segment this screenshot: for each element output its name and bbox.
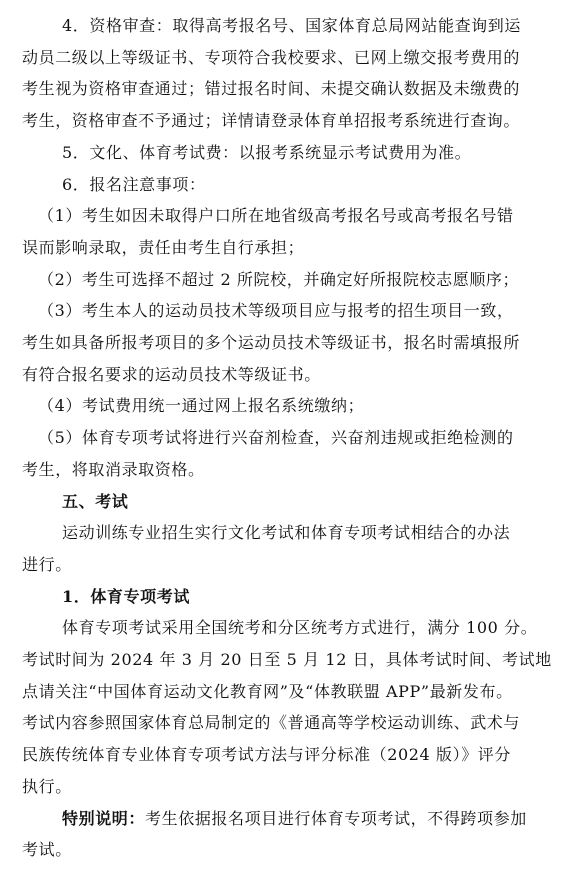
text-line: 1．体育专项考试	[62, 586, 190, 606]
text-line: 考生，将取消录取资格。	[22, 459, 205, 479]
text-line: 考试时间为 2024 年 3 月 20 日至 5 月 12 日，具体考试时间、考试地	[22, 650, 552, 669]
text-line: （5）体育专项考试将进行兴奋剂检查，兴奋剂违规或拒绝检测的	[38, 428, 514, 448]
emphasis-label: 特别说明：	[62, 808, 146, 828]
text-line: 民族传统体育专业体育专项考试方法与评分标准（2024 版）》评分	[22, 745, 512, 765]
text-line: （2）考生可选择不超过 2 所院校，并确定好所报院校志愿顺序；	[38, 269, 520, 289]
text-line: 6．报名注意事项：	[62, 174, 206, 194]
text-line: 有符合报名要求的运动员技术等级证书。	[22, 364, 321, 384]
text-line: （4）考试费用统一通过网上报名系统缴纳；	[38, 396, 365, 416]
text-line: 五、考试	[62, 491, 129, 511]
text-line: 考试内容参照国家体育总局制定的《普通高等学校运动训练、武术与	[22, 713, 521, 733]
text-line: 误而影响录取，责任由考生自行承担；	[22, 237, 305, 257]
text-line: （1）考生如因未取得户口所在地省级高考报名号或高考报名号错	[38, 206, 514, 226]
text-line: 运动训练专业招生实行文化考试和体育专项考试相结合的办法	[62, 523, 511, 543]
line-text: 考生依据报名项目进行体育专项考试，不得跨项参加	[145, 808, 527, 828]
text-line: 考试。	[22, 840, 72, 860]
text-line: 考生如具备所报考项目的多个运动员技术等级证书，报名时需填报所	[22, 333, 521, 352]
text-line: 进行。	[22, 554, 72, 574]
text-line: 执行。	[22, 776, 72, 796]
text-line	[62, 809, 527, 829]
text-line: 5．文化、体育考试费：以报考系统显示考试费用为准。	[62, 142, 472, 162]
text-line: 体育专项考试采用全国统考和分区统考方式进行，满分 100 分。	[62, 618, 538, 638]
text-line: （3）考生本人的运动员技术等级项目应与报考的招生项目一致，	[38, 301, 514, 321]
text-line: 考生视为资格审查通过；错过报名时间、未提交确认数据及未缴费的	[22, 79, 521, 99]
text-line: 点请关注“中国体育运动文化教育网”及“体教联盟 APP”最新发布。	[22, 681, 513, 701]
text-line: 考生，资格审查不予通过；详情请登录体育单招报考系统进行查询。	[22, 111, 521, 131]
text-line: 4．资格审查：取得高考报名号、国家体育总局网站能查询到运	[62, 16, 521, 35]
text-line: 动员二级以上等级证书、专项符合我校要求、已网上缴交报考费用的	[22, 47, 521, 67]
